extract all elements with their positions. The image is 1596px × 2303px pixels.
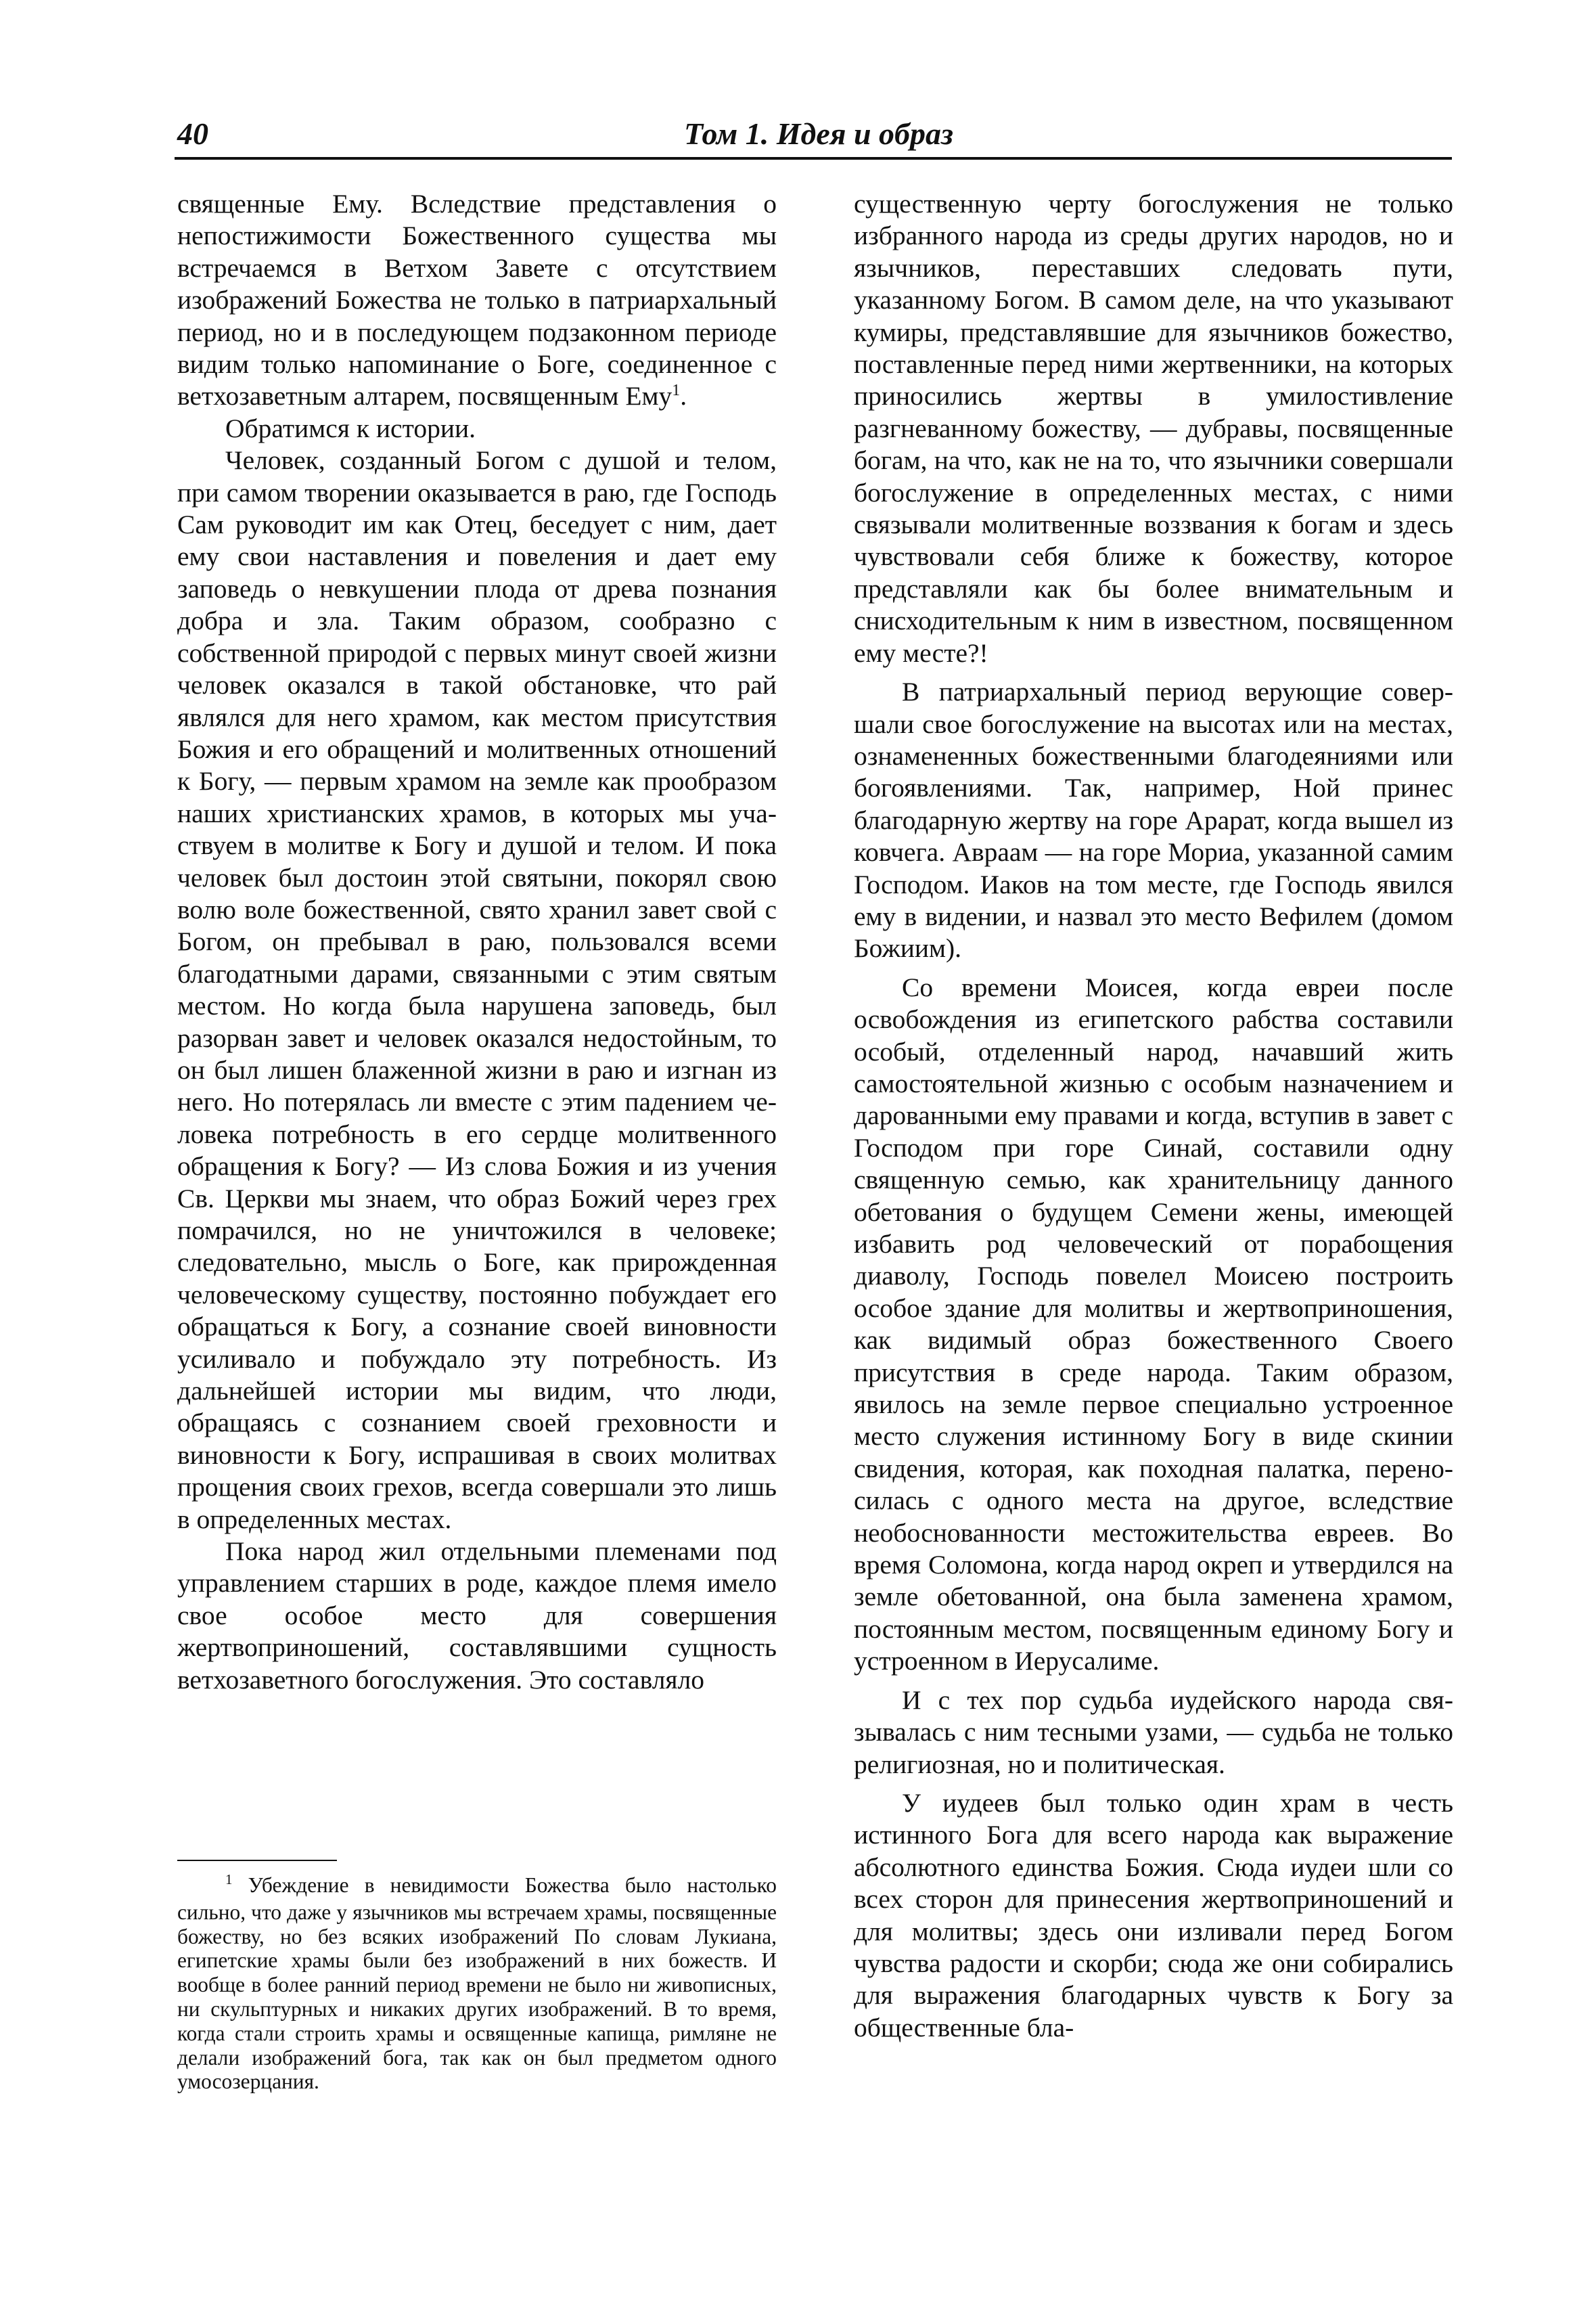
page-number: 40: [177, 116, 208, 151]
paragraph-text: священные Ему. Вследствие представления о непостижимости Божественного существа мы встречаемся в Ветхом Завете с отсутствием изображений Божества не только в патриархальный период, но и в последующем подзаконном периоде видим только напоминание о Боге, соединенное с ветхозаветным алтарем, посвященным Ему: [177, 189, 777, 411]
footnote-text: Убеждение в невидимости Божества было настолько сильно, что даже у язычников мы встречаем храмы, посвященные божеству, но без всяких изображений По словам Лукиана, египетские храмы были без изображений в них божеств. И вообще в более ранний период времени не было ни живописных, ни скульптурных и никаких других изображений. В то время, когда стали строить храмы и освященные капища, римляне не делали изображений бога, так как он был предметом одного умосозерцания.: [177, 1873, 777, 2094]
footnote: [177, 1873, 777, 2094]
paragraph: Пока народ жил отдельными племенами под управлением старших в роде, каждое племя имело свое особое место для совершения жертвоприношений, составлявшими сущность ветхозаветного богослужения. Это составляло: [177, 1536, 777, 1695]
sentence-end: .: [680, 381, 687, 411]
paragraph: И с тех пор судьба иудейского народа связывалась с ним тесными узами, — судьба не только религиозная, но и политическая.: [854, 1684, 1453, 1779]
paragraph: Человек, созданный Богом с душой и телом, при самом творении оказывается в раю, где Господь Сам руководит им как Отец, беседует с ним, дает ему свои наставления и повеления и дает ему заповедь о невкушении плода от древа познания добра и зла. Таким образом, сообразно с собственной природой с первых минут своей жизни человек оказался в такой обстановке, что рай являлся для него храмом, как местом присутствия Божия и его обращений и молитвенных отношений к Богу, — первым храмом на земле как прообразом наших христианских храмов, в которых мы участвуем в молитве к Богу и душой и телом. И пока человек был достоин этой святыни, покорял свою волю воле божественной, свято хранил завет свой с Богом, он пребывал в раю, пользовался всеми благодатными дарами, связанными с этим святым местом. Но когда была нарушена заповедь, был разорван завет и человек оказался недостойным, то он был лишен блаженной жизни в раю и изгнан из него. Но потерялась ли вместе с этим падением человека потребность в его сердце молитвенного обращения к Богу? — Из слова Божия и из учения Св. Церкви мы знаем, что образ Божий через грех помрачился, но не уничтожился в человеке; следовательно, мысль о Боге, как прирожденная человеческому существу, постоянно побуждает его обращаться к Богу, а сознание своей виновности усиливало и побуждало эту потребность. Из дальнейшей истории мы видим, что люди, обращаясь с сознанием своей греховности и виновности к Богу, испрашивая в своих молитвах прощения своих грехов, всегда совершали это лишь в определенных местах.: [177, 445, 777, 1534]
paragraph: У иудеев был только один храм в честь истинного Бога для всего народа как выражение абсолютного единства Божия. Сюда иудеи шли со всех сторон для принесения жертвоприношений и для молитвы; здесь они изливали перед Богом чувства радости и скорби; сюда же они собирались для выражения благодарных чувств к Богу за общественные бла-: [854, 1787, 1453, 2042]
paragraph: существенную черту богослужения не только избранного народа из среды других народов, но и язычников, переставших следовать пути, указанному Богом. В самом деле, на что указывают кумиры, представлявшие для язычников божество, поставленные перед ними жертвенники, на которых приносились жертвы в умилостивление разгневанному божеству, — дубравы, посвященные богам, на что, как не на то, что язычники совершали богослужение в определенных местах, с ними связывали молитвенные воззвания к богам и здесь чувствовали себя ближе к божеству, которое представляли как бы более внимательным и снисходительным к ним в известном, посвященном ему месте?!: [854, 189, 1453, 668]
footnote-reference: 1: [672, 382, 681, 400]
footnote-rule: [177, 1860, 337, 1861]
paragraph: Обратимся к истории.: [225, 413, 476, 443]
right-column: [854, 188, 1453, 2051]
left-column: [177, 188, 777, 1696]
paragraph: Со времени Моисея, когда евреи после освобождения из египетского рабства составили особый, отделенный народ, начавший жить самостоятельной жизнью с особым назначением и дарованными ему правами и когда, вступив в завет с Господом при горе Синай, составили одну священную семью, как хранительницу данного обетования о будущем Семени жены, имеющей избавить род человеческий от порабощения диаволу, Господь повелел Моисею построить особое здание для молитвы и жертвоприношения, как видимый образ божественного Своего присутствия в среде народа. Таким образом, явилось на земле первое специально устроенное место служения истинному Богу в виде скинии свидения, которая, как походная палатка, переносилась с одного места на другое, вследствие необоснованности местожительства евреев. Во время Соломона, когда народ окреп и утвердился на земле обетованной, она была заменена храмом, постоянным местом, посвященным единому Богу и устроенном в Иерусалиме.: [854, 972, 1453, 1676]
footnote-marker: 1: [225, 1871, 233, 1887]
paragraph: [177, 188, 777, 413]
paragraph: В патриархальный период верующие совершали свое богослужение на высотах или на местах, ознамененных божественными благодеяниями или богоявлениями. Так, например, Ной принес благодарную жертву на горе Арарат, когда вышел из ковчега. Авраам — на горе Мориа, указанной самим Господом. Иаков на том месте, где Господь явился ему в видении, и назвал это место Вефилем (домом Божиим).: [854, 677, 1453, 964]
running-header: Том 1. Идея и образ: [684, 116, 953, 151]
header-rule: [175, 157, 1452, 160]
